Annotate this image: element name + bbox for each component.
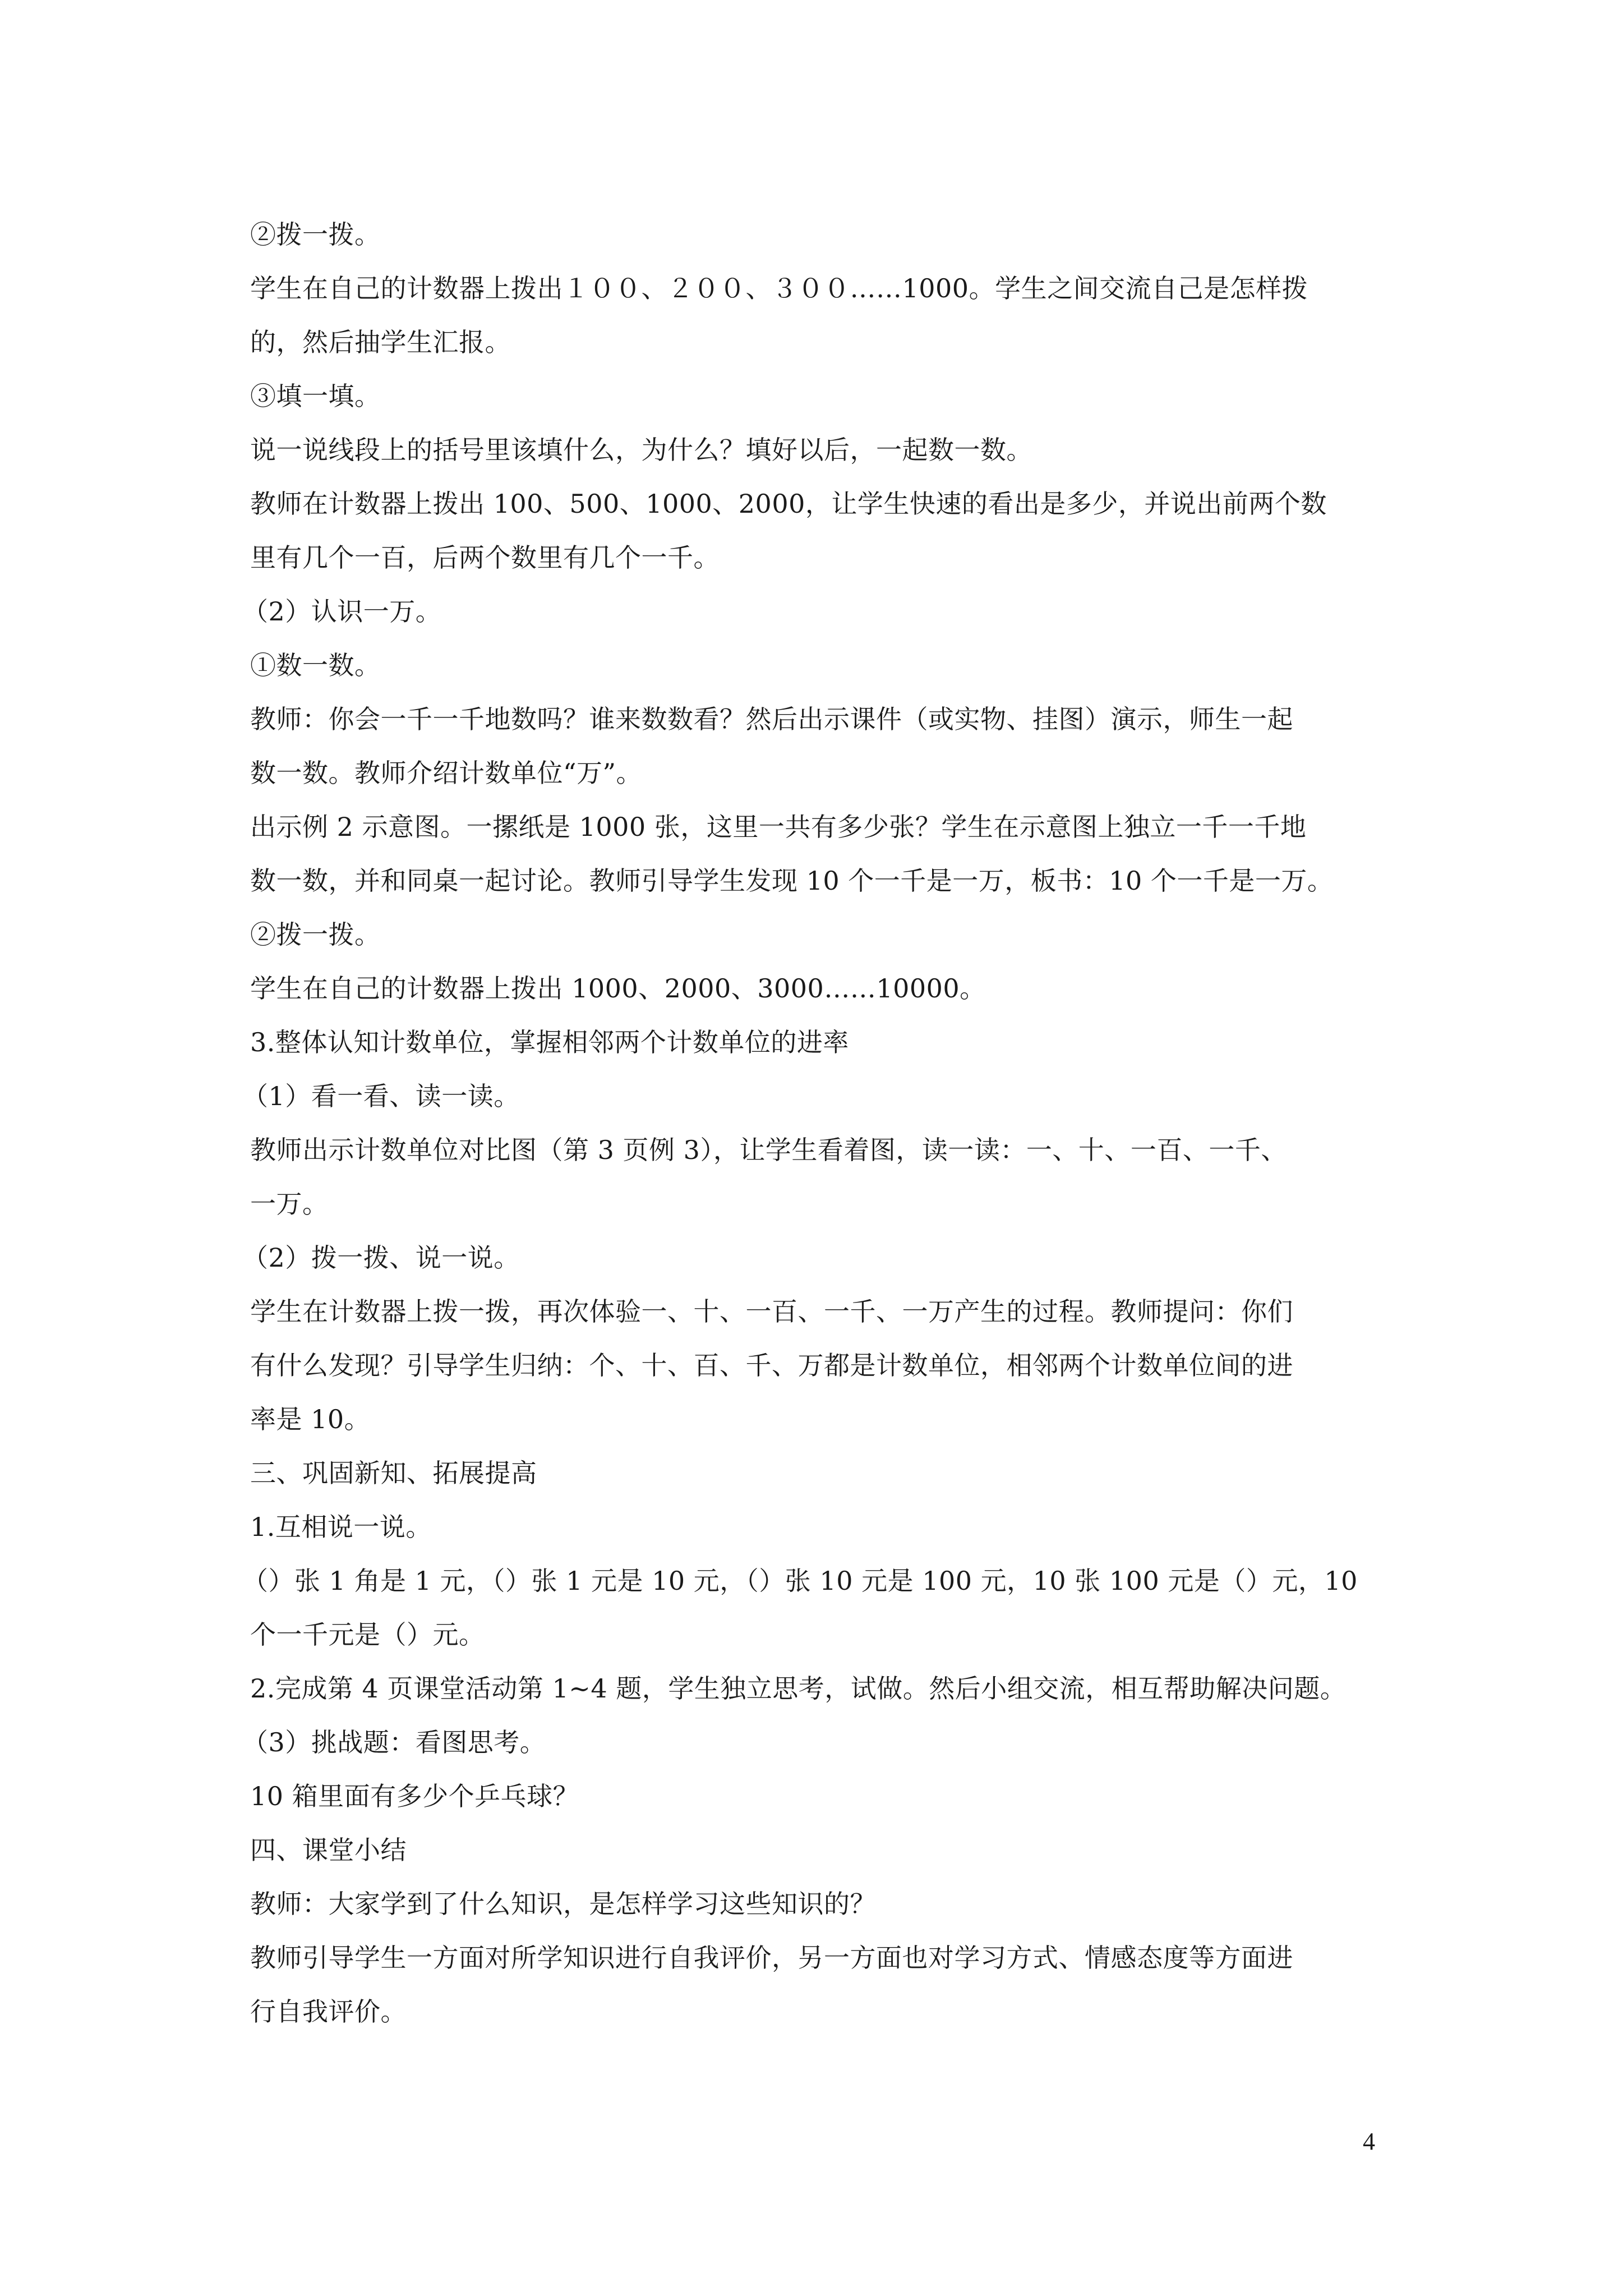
text-line: ②拨一拨。 <box>250 219 381 250</box>
section-heading: 四、课堂小结 <box>250 1835 407 1865</box>
text-line: 出示例 2 示意图。一摞纸是 1000 张，这里一共有多少张？学生在示意图上独立一千一千地 <box>250 812 1307 842</box>
text-line: 里有几个一百，后两个数里有几个一千。 <box>250 542 720 573</box>
text-line: 的，然后抽学生汇报。 <box>250 327 511 357</box>
text-line: 教师引导学生一方面对所学知识进行自我评价，另一方面也对学习方式、情感态度等方面进 <box>250 1943 1293 1973</box>
text-line: 说一说线段上的括号里该填什么，为什么？填好以后，一起数一数。 <box>250 435 1032 465</box>
text-line: 学生在自己的计数器上拨出 1000、2000、3000……10000。 <box>250 973 986 1004</box>
text-line: 学生在自己的计数器上拨出１００、２００、３００……1000。学生之间交流自己是怎样拨 <box>250 273 1308 303</box>
text-line: 数一数，并和同桌一起讨论。教师引导学生发现 10 个一千是一万，板书：10 个一千是一万。 <box>250 866 1334 896</box>
section-heading: （2）认识一万。 <box>242 596 442 627</box>
section-heading: 三、巩固新知、拓展提高 <box>250 1458 537 1488</box>
text-line: 教师在计数器上拨出 100、500、1000、2000，让学生快速的看出是多少，并说出前两个数 <box>250 489 1327 519</box>
text-line: 教师：大家学到了什么知识，是怎样学习这些知识的？ <box>250 1889 876 1919</box>
page-body <box>242 208 1391 2039</box>
section-heading: （3）挑战题：看图思考。 <box>242 1727 546 1757</box>
section-heading: （1）看一看、读一读。 <box>242 1081 520 1111</box>
section-heading: 3.整体认知计数单位，掌握相邻两个计数单位的进率 <box>250 1027 849 1057</box>
page-number: 4 <box>1363 2128 1375 2155</box>
text-line: ①数一数。 <box>250 650 381 680</box>
text-line: 1.互相说一说。 <box>250 1512 432 1542</box>
text-line: 率是 10。 <box>250 1404 371 1434</box>
section-heading: （2）拨一拨、说一说。 <box>242 1243 520 1273</box>
text-line: 2.完成第 4 页课堂活动第 1~4 题，学生独立思考，试做。然后小组交流，相互帮助解决问题。 <box>250 1673 1347 1704</box>
text-line: 一万。 <box>250 1189 329 1219</box>
text-line: 个一千元是（）元。 <box>250 1619 485 1650</box>
text-line: 10 箱里面有多少个乒乓球？ <box>250 1781 579 1811</box>
text-line: 学生在计数器上拨一拨，再次体验一、十、一百、一千、一万产生的过程。教师提问：你们 <box>250 1296 1293 1327</box>
text-line: （）张 1 角是 1 元，（）张 1 元是 10 元，（）张 10 元是 100 元，10 张 100 元是（）元，10 <box>242 1566 1358 1596</box>
text-line: 教师：你会一千一千地数吗？谁来数数看？然后出示课件（或实物、挂图）演示，师生一起 <box>250 704 1293 734</box>
text-line: 有什么发现？引导学生归纳：个、十、百、千、万都是计数单位，相邻两个计数单位间的进 <box>250 1350 1293 1381</box>
text-line: 数一数。教师介绍计数单位“万”。 <box>250 758 643 788</box>
text-line: ②拨一拨。 <box>250 919 381 950</box>
text-line: 行自我评价。 <box>250 1996 407 2027</box>
text-line: ③填一填。 <box>250 381 381 411</box>
text-line: 教师出示计数单位对比图（第 3 页例 3），让学生看着图，读一读：一、十、一百、一千、 <box>250 1135 1287 1165</box>
